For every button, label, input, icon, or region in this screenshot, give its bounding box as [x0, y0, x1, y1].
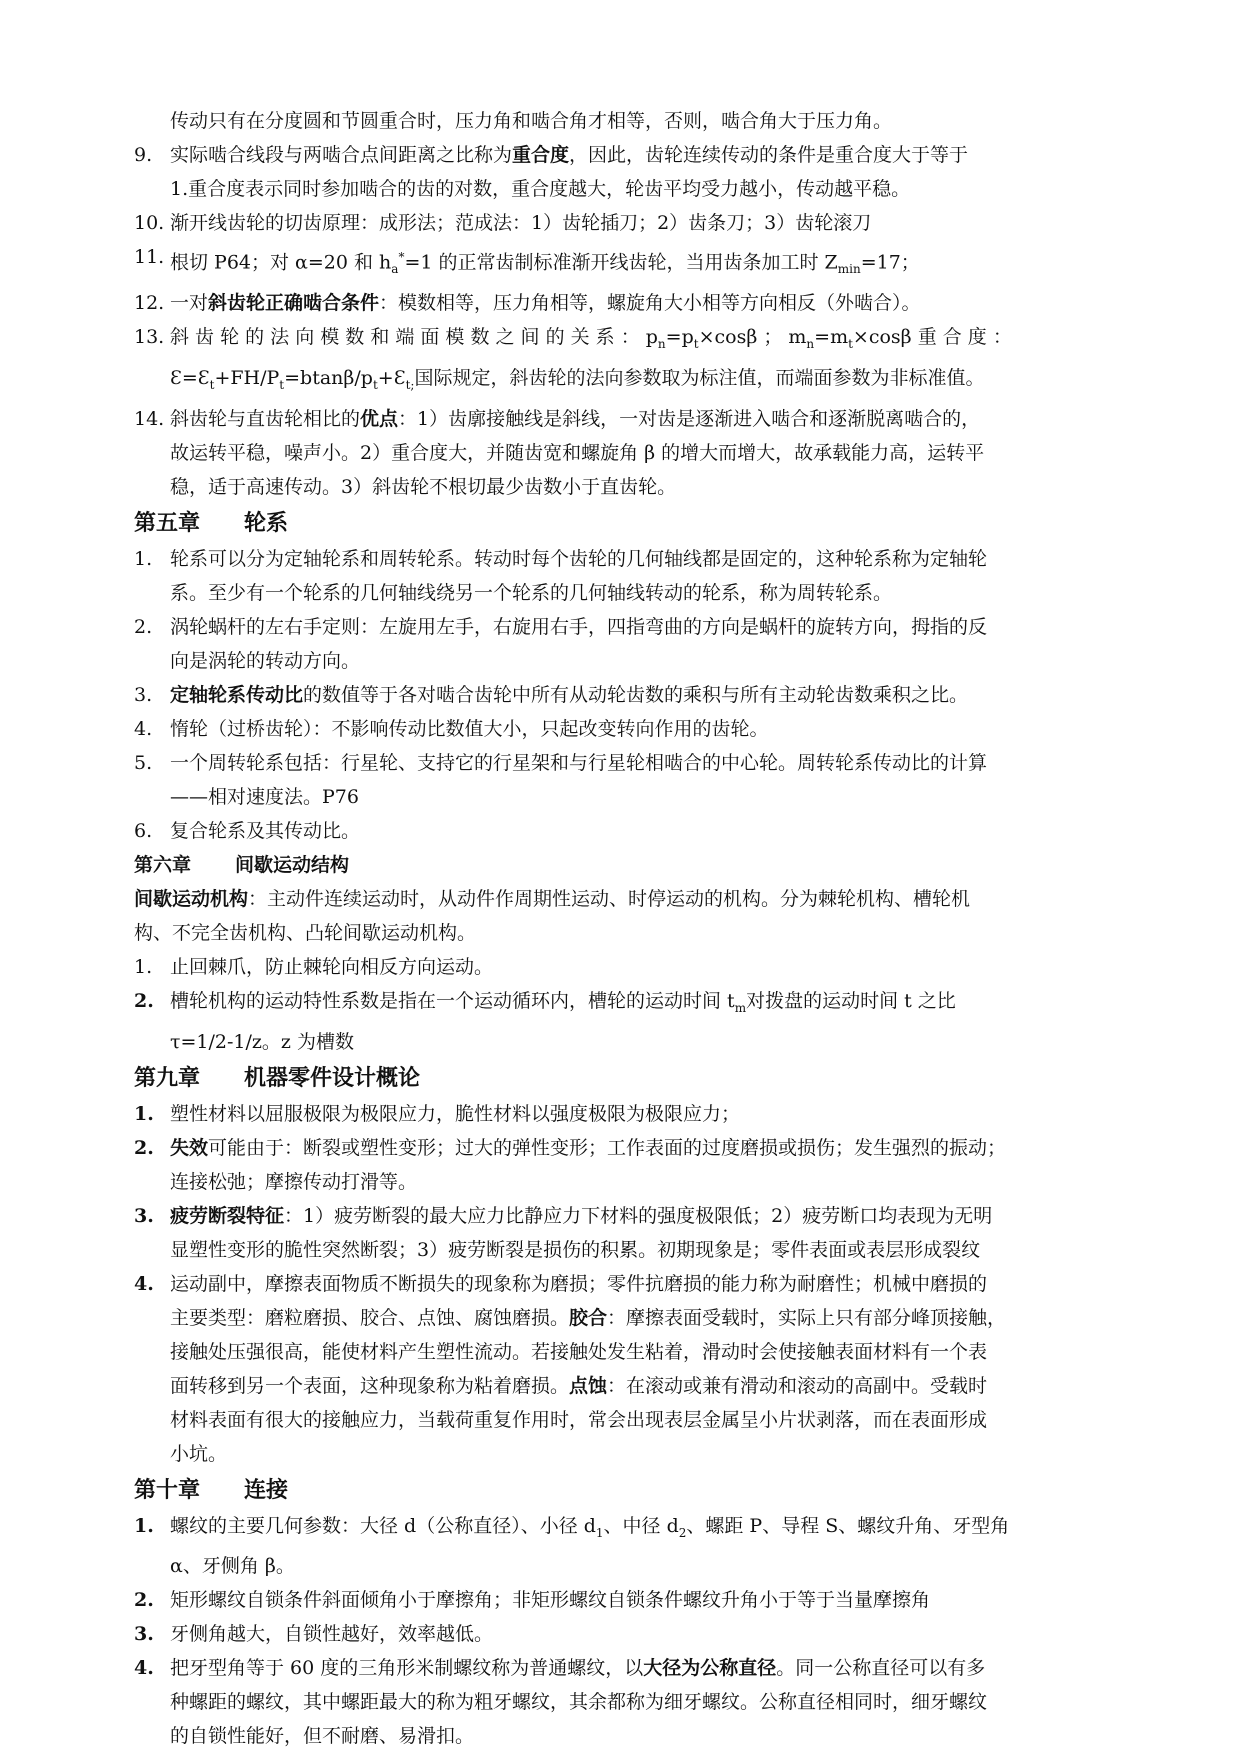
continuation-line: 传动只有在分度圆和节圆重合时，压力角和啮合角才相等，否则，啮合角大于压力角。 [170, 110, 893, 132]
text-run: 可能由于：断裂或塑性变形；过大的弹性变形；工作表面的过度磨损或损伤；发生强烈的振动； [208, 1136, 1007, 1159]
list-text [170, 1131, 1108, 1199]
text-run: 牙侧角越大，自锁性越好，效率越低。 [170, 1623, 494, 1646]
subscript: t [693, 336, 699, 351]
list-item [134, 206, 1108, 240]
list-number: 2. [134, 989, 154, 1012]
bold-term: 优点 [360, 407, 399, 430]
text-run: ：主动件连续运动时，从动件作周期性运动、时停运动的机构。分为棘轮机构、槽轮机 [248, 887, 971, 910]
text-line [134, 916, 1108, 950]
chapter10-list [134, 1509, 1108, 1754]
chapter6-intro [134, 882, 1108, 950]
text-run: 槽轮机构的运动特性系数是指在一个运动循环内，槽轮的运动时间 t [170, 989, 735, 1012]
text-run: ：1）疲劳断裂的最大应力比静应力下材料的强度极限低；2）疲劳断口均表现为无明 [284, 1204, 993, 1227]
text-run: =btanβ/p [284, 366, 373, 389]
text-run: 小坑。 [170, 1442, 228, 1465]
chapter10-heading [134, 1473, 1108, 1509]
text-run: 的自锁性能好，但不耐磨、易滑扣。 [170, 1725, 475, 1748]
list-item [134, 1583, 1108, 1617]
list-text [170, 950, 1108, 984]
list-item [134, 950, 1108, 984]
list-item [134, 1199, 1108, 1267]
text-run: +Ɛ [377, 366, 406, 389]
text-line [170, 402, 1108, 436]
text-line [170, 576, 1108, 610]
text-run: 种螺距的螺纹，其中螺距最大的称为粗牙螺纹，其余都称为细牙螺纹。公称直径相同时，细牙螺纹 [170, 1691, 988, 1714]
text-line [170, 1301, 1108, 1335]
list-number: 9. [134, 144, 153, 166]
text-line [170, 780, 1108, 814]
text-line [170, 746, 1108, 780]
list-text [170, 678, 1108, 712]
text-run: 一个周转轮系包括：行星轮、支持它的行星架和与行星轮相啮合的中心轮。周转轮系传动比的计算 [170, 751, 988, 774]
list-item [134, 1097, 1108, 1131]
text-line [170, 240, 1108, 286]
list-item [134, 1617, 1108, 1651]
text-line [170, 361, 1108, 402]
text-line [170, 172, 1108, 206]
chapter5-list [134, 542, 1108, 848]
bold-term: 斜齿轮正确啮合条件 [208, 292, 380, 315]
list-text [170, 1199, 1108, 1267]
text-line [170, 984, 1108, 1025]
document-page [134, 104, 1108, 1753]
text-run: 、中径 d [603, 1514, 679, 1537]
text-run: 构、不完全齿机构、凸轮间歇运动机构。 [134, 921, 477, 944]
text-run: 连接松弛；摩擦传动打滑等。 [170, 1170, 418, 1193]
list-item [134, 320, 1108, 402]
chapter10-title: 连接 [244, 1477, 289, 1503]
text-run: =p [665, 326, 694, 349]
text-line [170, 1335, 1108, 1369]
text-line [170, 206, 1108, 240]
list-text [170, 984, 1108, 1059]
list-item [134, 610, 1108, 678]
text-run: 斜齿轮与直齿轮相比的 [170, 407, 361, 430]
list-text [170, 320, 1108, 402]
subscript: a [391, 262, 399, 277]
list-number: 1. [134, 547, 153, 570]
list-text [170, 542, 1108, 610]
list-text [170, 814, 1108, 848]
text-line [170, 286, 1108, 320]
chapter5-number: 第五章 [134, 510, 201, 536]
bold-term: 疲劳断裂特征 [170, 1204, 285, 1227]
list-number: 14. [134, 407, 165, 430]
chapter5-title: 轮系 [244, 510, 289, 536]
text-run: 渐开线齿轮的切齿原理：成形法；范成法：1）齿轮插刀；2）齿条刀；3）齿轮滚刀 [170, 212, 872, 234]
text-run: 面转移到另一个表面，这种现象称为粘着磨损。 [170, 1374, 570, 1397]
text-run: ：模数相等，压力角相等，螺旋角大小相等方向相反（外啮合）。 [379, 292, 921, 315]
list-number: 1. [134, 955, 153, 978]
chapter10-number: 第十章 [134, 1477, 201, 1503]
list-item [134, 402, 1108, 504]
chapter9-list [134, 1097, 1108, 1471]
subscript: t; [405, 377, 415, 392]
text-run: τ=1/2-1/z。z 为槽数 [170, 1030, 354, 1053]
list-text [170, 1617, 1108, 1651]
subscript: t [848, 336, 853, 351]
text-run: 复合轮系及其传动比。 [170, 819, 361, 842]
text-line [170, 1165, 1108, 1199]
list-number: 4. [134, 1657, 154, 1680]
text-line [170, 320, 1108, 361]
text-run: 止回棘爪，防止棘轮向相反方向运动。 [170, 955, 494, 978]
text-run: 的数值等于各对啮合齿轮中所有从动轮齿数的乘积与所有主动轮齿数乘积之比。 [303, 683, 969, 706]
text-run: ——相对速度法。P76 [170, 785, 359, 808]
text-line [170, 1651, 1108, 1685]
superscript: * [398, 250, 405, 264]
text-line [170, 1583, 1108, 1617]
list-item [134, 240, 1108, 286]
list-text [170, 1509, 1108, 1584]
chapter6-heading [134, 848, 1108, 882]
bold-term: 失效 [170, 1136, 209, 1159]
text-line [170, 1437, 1108, 1471]
text-run: 惰轮（过桥齿轮）：不影响传动比数值大小，只起改变转向作用的齿轮。 [170, 717, 769, 740]
text-line [170, 470, 1108, 504]
text-run: ：1）齿廓接触线是斜线，一对齿是逐渐进入啮合和逐渐脱离啮合的， [398, 407, 981, 430]
list-number: 4. [134, 717, 153, 740]
chapter6-number: 第六章 [134, 853, 192, 876]
subscript: t [209, 377, 215, 392]
chapter5-heading [134, 506, 1108, 542]
chapter6-list [134, 950, 1108, 1059]
subscript: t [279, 377, 285, 392]
subscript: 2 [678, 1525, 687, 1540]
text-run: =1 的正常齿制标准渐开线齿轮，当用齿条加工时 Z [404, 251, 838, 274]
text-line [170, 1403, 1108, 1437]
text-run: +FH/P [214, 366, 280, 389]
bold-term: 大径为公称直径 [643, 1657, 777, 1680]
list-number: 10. [134, 212, 165, 234]
text-run: =17； [860, 251, 920, 274]
list-text [170, 138, 1108, 206]
bold-term: 定轴轮系传动比 [170, 683, 304, 706]
chapter9-title: 机器零件设计概论 [244, 1065, 421, 1091]
text-run: ×cosβ 重 合 度 ： [852, 326, 1012, 349]
text-run: 矩形螺纹自锁条件斜面倾角小于摩擦角；非矩形螺纹自锁条件螺纹升角小于等于当量摩擦角 [170, 1589, 931, 1612]
text-run: 国际规定，斜齿轮的法向参数取为标注值，而端面参数为非标准值。 [414, 366, 985, 389]
text-run: 显塑性变形的脆性突然断裂；3）疲劳断裂是损伤的积累。初期现象是；零件表面或表层形成裂纹 [170, 1238, 981, 1261]
text-line [170, 950, 1108, 984]
text-run: 根切 P64；对 α=20 和 h [170, 251, 392, 274]
text-run: 把牙型角等于 60 度的三角形米制螺纹称为普通螺纹，以 [170, 1657, 644, 1680]
list-item [134, 138, 1108, 206]
list-number: 11. [134, 246, 165, 268]
list-text [170, 1651, 1108, 1753]
text-line [134, 882, 1108, 916]
list-number: 1. [134, 1514, 154, 1537]
text-line [170, 1199, 1108, 1233]
text-run: 螺纹的主要几何参数：大径 d（公称直径）、小径 d [170, 1514, 596, 1537]
list-number: 3. [134, 1204, 154, 1227]
list-item [134, 746, 1108, 814]
subscript: m [734, 1000, 747, 1015]
text-line [170, 1509, 1108, 1550]
text-run: =m [814, 326, 849, 349]
text-run: ，因此，齿轮连续传动的条件是重合度大于等于 [569, 144, 969, 166]
text-run: 塑性材料以屈服极限为极限应力，脆性材料以强度极限为极限应力； [170, 1102, 741, 1125]
text-run: 1.重合度表示同时参加啮合的齿的对数，重合度越大，轮齿平均受力越小，传动越平稳。 [170, 178, 911, 200]
text-run: Ɛ=Ɛ [170, 366, 210, 389]
text-run: 材料表面有很大的接触应力，当载荷重复作用时，常会出现表层金属呈小片状剥落，而在表面形成 [170, 1408, 988, 1431]
text-line [170, 1369, 1108, 1403]
list-item [134, 712, 1108, 746]
text-run: ：在滚动或兼有滑动和滚动的高副中。受载时 [607, 1374, 988, 1397]
list-number: 2. [134, 1589, 154, 1612]
bold-term: 点蚀 [569, 1374, 608, 1397]
bold-term: 胶合 [569, 1306, 608, 1329]
text-run: 。同一公称直径可以有多 [776, 1657, 986, 1680]
text-run: 稳，适于高速传动。3）斜齿轮不根切最少齿数小于直齿轮。 [170, 475, 677, 498]
chapter6-title: 间歇运动结构 [235, 853, 350, 876]
text-line [170, 1719, 1108, 1753]
text-run: ：摩擦表面受载时，实际上只有部分峰顶接触， [607, 1306, 1007, 1329]
list-item [134, 814, 1108, 848]
text-run: ×cosβ ； m [698, 326, 807, 349]
list-text [170, 712, 1108, 746]
list-text [170, 746, 1108, 814]
subscript: t [372, 377, 378, 392]
list-text [170, 286, 1108, 320]
list-item [134, 542, 1108, 610]
text-run: 、螺距 P、导程 S、螺纹升角、牙型角 [686, 1514, 1010, 1537]
list-text [170, 1267, 1108, 1471]
bold-term: 间歇运动机构 [134, 887, 249, 910]
list-number: 12. [134, 292, 165, 315]
list-number: 3. [134, 683, 153, 706]
text-line [170, 1549, 1108, 1583]
text-line [170, 138, 1108, 172]
text-run: 故运转平稳，噪声小。2）重合度大，并随齿宽和螺旋角 β 的增大而增大，故承载能力高，运转平 [170, 441, 985, 464]
text-run: 运动副中，摩擦表面物质不断损失的现象称为磨损；零件抗磨损的能力称为耐磨性；机械中磨损的 [170, 1272, 988, 1295]
text-run: α、牙侧角 β。 [170, 1555, 295, 1578]
text-run: 斜 齿 轮 的 法 向 模 数 和 端 面 模 数 之 间 的 关 系 ： p [170, 326, 658, 349]
text-line [170, 1267, 1108, 1301]
text-line [170, 1097, 1108, 1131]
text-run: 实际啮合线段与两啮合点间距离之比称为 [170, 144, 513, 166]
list-number: 4. [134, 1272, 154, 1295]
list-number: 3. [134, 1623, 154, 1646]
list-text [170, 402, 1108, 504]
text-run: 接触处压强很高，能使材料产生塑性流动。若接触处发生粘着，滑动时会使接触表面材料有一个表 [170, 1340, 988, 1363]
list-number: 6. [134, 819, 153, 842]
list-item [134, 1131, 1108, 1199]
text-line [170, 1131, 1108, 1165]
list-text [170, 610, 1108, 678]
subscript: n [657, 336, 666, 351]
list-text [170, 206, 1108, 240]
text-line [170, 542, 1108, 576]
text-line [170, 1685, 1108, 1719]
text-run: 一对 [170, 292, 209, 315]
list-number: 13. [134, 326, 165, 349]
list-item [134, 1509, 1108, 1584]
list-number: 2. [134, 1136, 154, 1159]
text-run: 对拨盘的运动时间 t 之比 [746, 989, 956, 1012]
list-text [170, 1583, 1108, 1617]
chapter4-list [134, 138, 1108, 504]
text-line [170, 436, 1108, 470]
text-line [170, 644, 1108, 678]
text-line [170, 1233, 1108, 1267]
list-number: 5. [134, 751, 153, 774]
text-line [170, 610, 1108, 644]
list-item [134, 1651, 1108, 1753]
chapter9-heading [134, 1061, 1108, 1097]
list-item [134, 1267, 1108, 1471]
text-line [170, 814, 1108, 848]
list-number: 1. [134, 1102, 154, 1125]
list-text [170, 240, 1108, 286]
text-line [170, 1617, 1108, 1651]
text-run: 主要类型：磨粒磨损、胶合、点蚀、腐蚀磨损。 [170, 1306, 570, 1329]
bold-term: 重合度 [512, 144, 570, 166]
list-item [134, 286, 1108, 320]
list-number: 2. [134, 615, 153, 638]
list-item [134, 984, 1108, 1059]
text-line [170, 712, 1108, 746]
text-run: 系。至少有一个轮系的几何轴线绕另一个轮系的几何轴线转动的轮系，称为周转轮系。 [170, 581, 893, 604]
list-item [134, 678, 1108, 712]
chapter9-number: 第九章 [134, 1065, 201, 1091]
text-run: 轮系可以分为定轴轮系和周转轮系。转动时每个齿轮的几何轴线都是固定的，这种轮系称为定轴轮 [170, 547, 988, 570]
text-run: 涡轮蜗杆的左右手定则：左旋用左手，右旋用右手，四指弯曲的方向是蜗杆的旋转方向，拇指的反 [170, 615, 988, 638]
text-run: 向是涡轮的转动方向。 [170, 649, 361, 672]
text-line [170, 678, 1108, 712]
subscript: 1 [595, 1525, 604, 1540]
subscript: min [837, 262, 861, 277]
subscript: n [806, 336, 815, 351]
list-text [170, 1097, 1108, 1131]
text-line [170, 1025, 1108, 1059]
